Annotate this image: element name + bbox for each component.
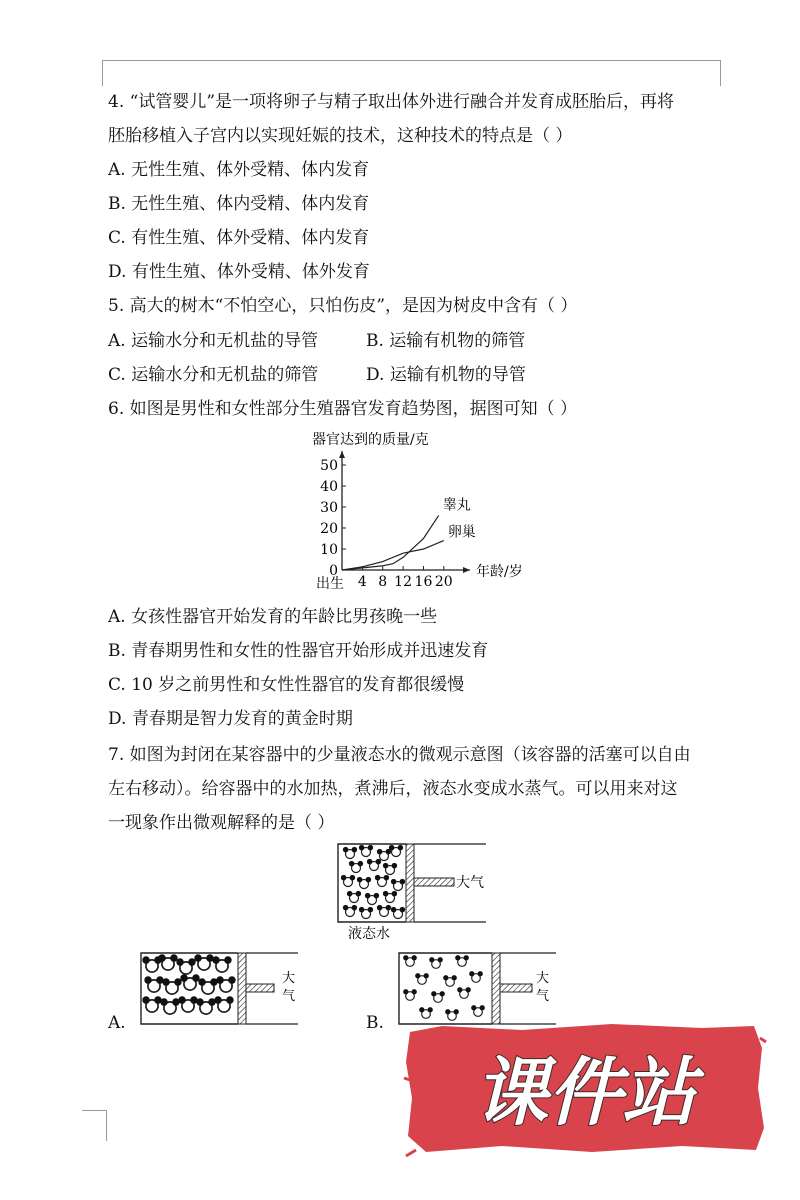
water-molecule [429,957,443,968]
water-molecule [403,955,417,966]
q7-stem-line1: 7. 如图为封闭在某容器中的少量液态水的微观示意图（该容器的活塞可以自由 [108,745,691,765]
option-b-molecules [403,955,485,1020]
series-line-2 [342,541,444,570]
option-a-molecules [142,954,235,1014]
q7-stem-line2: 左右移动）。给容器中的水加热，煮沸后，液态水变成水蒸气。可以用来对这 [108,779,678,799]
piston-rod [414,878,454,886]
liquid-water-container-diagram [336,842,496,942]
option-b-atm-label-2: 气 [536,989,550,1004]
y-tick-label: 10 [320,542,338,558]
organ-growth-chart [290,428,530,598]
x-axis-label: 年龄/岁 [476,564,523,580]
water-molecule [419,1007,433,1018]
water-molecule [343,905,357,917]
option-b-atm-label-1: 大 [536,971,550,986]
water-molecule [180,974,199,990]
kejianzhan-logo [402,1018,768,1158]
y-tick-label: 30 [320,500,338,516]
water-molecule [377,905,391,917]
water-molecule [212,956,231,972]
water-molecule [216,976,235,992]
water-molecules [341,845,405,919]
water-molecule [144,976,163,992]
water-molecule [383,891,397,903]
x-tick-label: 12 [394,574,413,590]
water-molecule [443,975,457,986]
q5-option-c[interactable]: C. 运输水分和无机盐的筛管 [108,365,319,385]
option-a-atm-label-1: 大 [282,971,296,986]
water-molecule [471,1005,485,1016]
q7-option-b-label[interactable]: B. [366,1013,384,1033]
q7-option-a-diagram[interactable] [138,950,308,1030]
water-molecule [457,987,471,998]
water-molecule [391,879,405,891]
water-molecule [383,863,397,875]
liquid-water-caption: 液态水 [348,926,390,942]
water-molecule [415,973,429,984]
piston [406,844,414,922]
q5-option-d[interactable]: D. 运输有机物的导管 [366,365,526,385]
water-molecule [357,877,371,889]
x-tick-label: 8 [378,574,388,590]
corner-mark-bottom-left [82,1110,107,1141]
water-molecule [196,998,215,1014]
water-molecule [198,978,217,994]
q4-stem-line1: 4. “试管婴儿”是一项将卵子与精子取出体外进行融合并发育成胚胎后，再将 [108,92,675,112]
series-label-1: 睾丸 [442,497,471,514]
corner-mark-top-left [102,60,113,86]
y-tick-label: 50 [320,458,338,474]
water-molecule [158,954,177,970]
water-molecule [162,978,181,994]
x-tick-label: 20 [434,574,453,590]
y-tick-label: 40 [320,479,338,495]
water-molecule [391,907,405,919]
logo-text: 课件站 [474,1050,696,1136]
water-molecule [341,875,355,887]
x-tick-label: 16 [414,574,433,590]
water-molecule [176,958,195,974]
water-molecule [178,996,197,1012]
q5-option-a[interactable]: A. 运输水分和无机盐的导管 [108,331,319,351]
x-tick-label: 4 [357,574,367,590]
q4-option-b[interactable]: B. 无性生殖、体内受精、体内发育 [108,194,370,214]
water-molecule [365,893,379,905]
water-molecule [389,845,403,857]
q6-option-a[interactable]: A. 女孩性器官开始发育的年龄比男孩晚一些 [108,607,438,627]
header-rule [102,60,720,61]
atmosphere-label: 大气 [456,875,484,891]
water-molecule [347,891,361,903]
water-molecule [455,955,469,966]
q4-option-a[interactable]: A. 无性生殖、体外受精、体内发育 [108,160,370,180]
q4-option-c[interactable]: C. 有性生殖、体外受精、体内发育 [108,228,370,248]
q6-stem: 6. 如图是男性和女性部分生殖器官发育趋势图，据图可知（ ） [108,399,578,419]
water-molecule [431,991,445,1002]
water-molecule [214,996,233,1012]
water-molecule [142,996,161,1012]
q5-stem: 5. 高大的树木“不怕空心，只怕伤皮”，是因为树皮中含有（ ） [108,296,578,316]
water-molecule [359,845,373,857]
corner-mark-top-right [720,60,721,86]
y-axis-label: 器官达到的质量/克 [312,432,429,448]
q6-option-b[interactable]: B. 青春期男性和女性的性器官开始形成并迅速发育 [108,641,489,661]
q7-option-a-label[interactable]: A. [108,1013,126,1033]
water-molecule [349,861,363,873]
option-a-atm-label-2: 气 [282,989,296,1004]
water-molecule [377,849,391,861]
series-label-2: 卵巢 [447,524,476,541]
x-origin-label: 出生 [316,576,344,592]
q7-stem-line3: 一现象作出微观解释的是（ ） [108,813,335,833]
q4-stem-line2: 胚胎移植入子宫内以实现妊娠的技术，这种技术的特点是（ ） [108,126,573,146]
water-molecule [403,989,417,1000]
q6-option-d[interactable]: D. 青春期是智力发育的黄金时期 [108,709,353,729]
x-axis-arrow [463,567,470,573]
q5-option-b[interactable]: B. 运输有机物的筛管 [366,331,526,351]
y-tick-label: 20 [320,521,338,537]
series-line-1 [342,515,439,570]
water-molecule [343,847,357,859]
water-molecule [194,954,213,970]
y-axis-arrow [339,451,345,458]
water-molecule [359,907,373,919]
water-molecule [367,859,381,871]
water-molecule [375,875,389,887]
q4-option-d[interactable]: D. 有性生殖、体外受精、体外发育 [108,262,370,282]
water-molecule [160,998,179,1014]
q6-option-c[interactable]: C. 10 岁之前男性和女性性器官的发育都很缓慢 [108,675,465,695]
y-tick-label: 0 [329,563,338,579]
water-molecule [469,971,483,982]
